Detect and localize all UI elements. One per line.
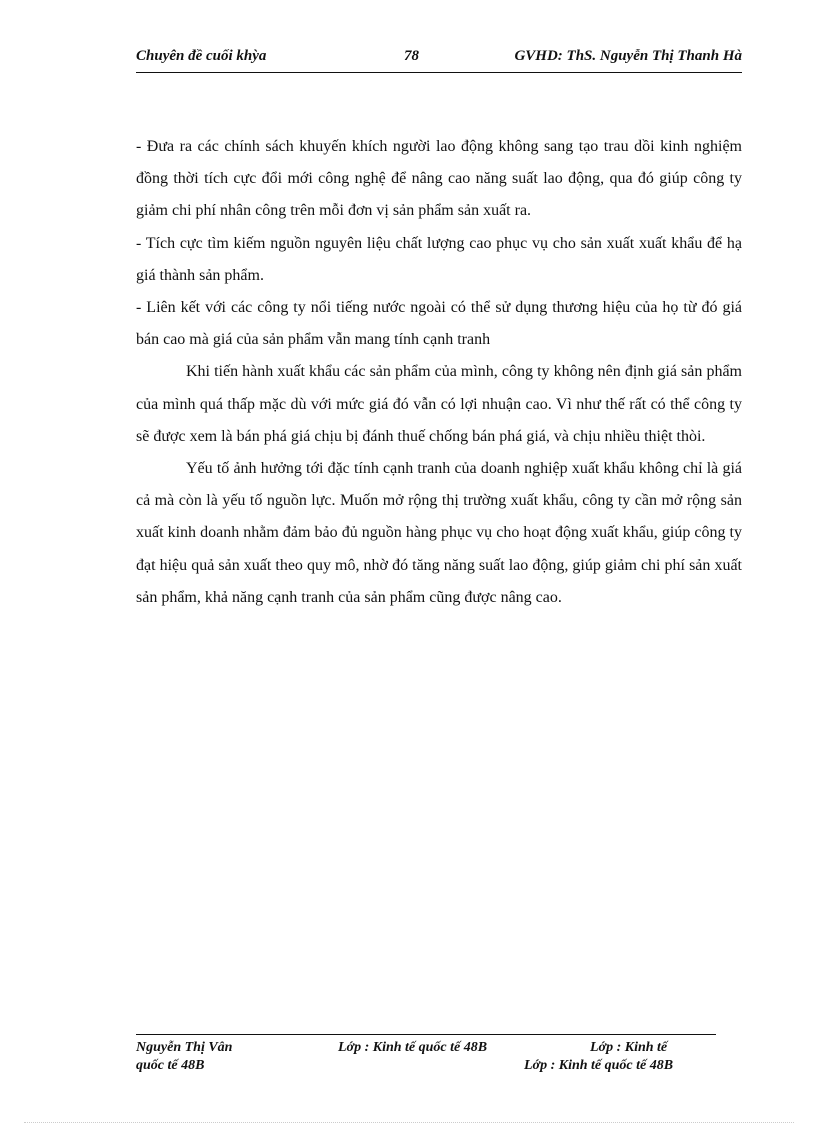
page-header <box>136 48 742 70</box>
footer-author: Nguyễn Thị Vân <box>136 1040 233 1055</box>
header-supervisor: GVHD: ThS. Nguyễn Thị Thanh Hà <box>514 48 742 64</box>
paragraph-bullet-2: - Tích cực tìm kiếm nguồn nguyên liệu chất lượng cao phục vụ cho sản xuất xuất khẩu để hạ giá thành sản phẩm. <box>136 234 742 284</box>
header-rule <box>136 72 742 73</box>
footer-rule <box>136 1034 716 1035</box>
paragraph-bullet-3: - Liên kết với các công ty nổi tiếng nước ngoài có thể sử dụng thương hiệu của họ từ đó giá bán cao mà giá của sản phẩm vẫn mang tính cạnh tranh <box>136 299 742 349</box>
paragraph-pricing: Khi tiến hành xuất khẩu các sản phẩm của mình, công ty không nên định giá sản phẩm của mình quá thấp mặc dù với mức giá đó vẫn có lợi nhuận cao. Vì như thế rất có thể công ty sẽ được xem là bán phá giá chịu bị đánh thuế chống bán phá giá, và chịu nhiều thiệt thòi. <box>136 363 742 445</box>
footer-class-2-part2: quốc tế 48B <box>136 1058 205 1073</box>
footer-class-3: Lớp : Kinh tế quốc tế 48B <box>524 1058 674 1073</box>
header-document-title: Chuyên đề cuối khỳa <box>136 48 267 64</box>
footer-class-2-part1: Lớp : Kinh tế <box>590 1040 668 1055</box>
header-page-number: 78 <box>404 48 419 64</box>
footer-class-1: Lớp : Kinh tế quốc tế 48B <box>338 1040 488 1055</box>
body-text <box>136 131 742 614</box>
paragraph-competitiveness: Yếu tố ảnh hưởng tới đặc tính cạnh tranh của doanh nghiệp xuất khẩu không chỉ là giá cả mà còn là yếu tố nguồn lực. Muốn mở rộng thị trường xuất khẩu, công ty cần mở rộng sản xuất kinh doanh nhằm đảm bảo đủ nguồn hàng phục vụ cho hoạt động xuất khẩu, giúp công ty đạt hiệu quả sản xuất theo quy mô, nhờ đó tăng năng suất lao động, giúp giảm chi phí sản xuất sản phẩm, khả năng cạnh tranh của sản phẩm cũng được nâng cao. <box>136 460 742 606</box>
paragraph-bullet-1: - Đưa ra các chính sách khuyến khích người lao động không sang tạo trau dồi kinh nghiệm đồng thời tích cực đổi mới công nghệ để nâng cao năng suất lao động, qua đó giúp công ty giảm chi phí nhân công trên mỗi đơn vị sản phẩm sản xuất ra. <box>136 138 742 220</box>
